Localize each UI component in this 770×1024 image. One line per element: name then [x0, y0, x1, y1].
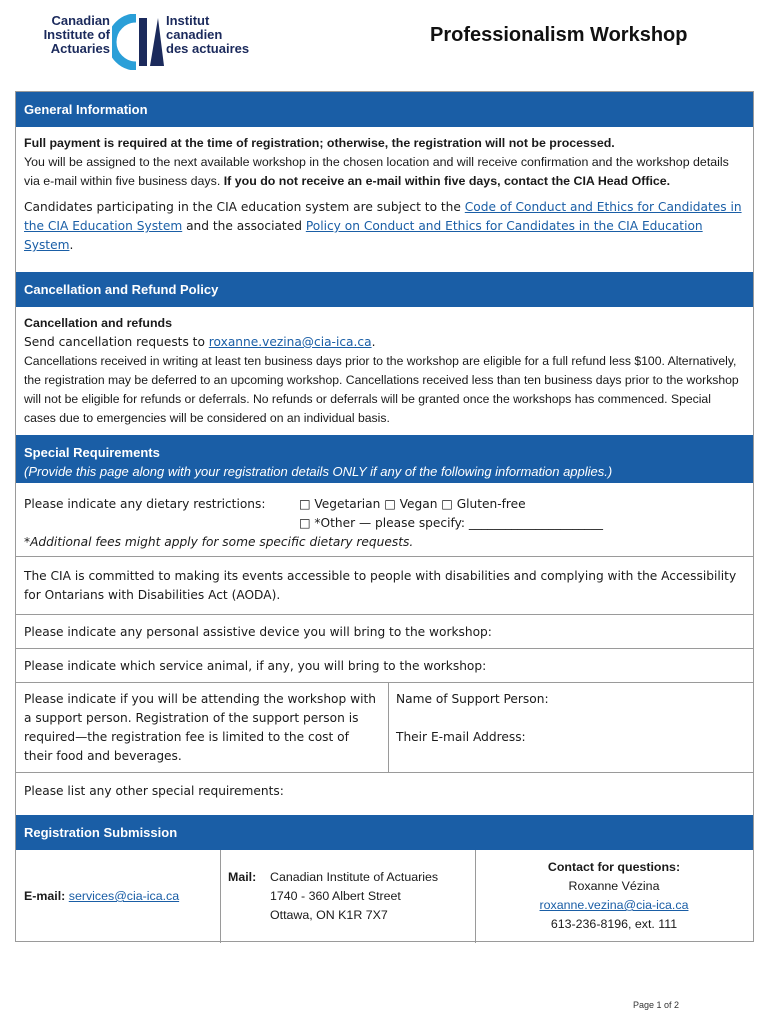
page-title: Professionalism Workshop: [430, 24, 688, 46]
general-info-content: Full payment is required at the time of registration; otherwise, the registration will not be processed. You will be assigned to the next available workshop in the chosen location and will receive confirmation and the workshop details via e-mail within five business days. If you do not receive an e-mail within five days, contact the CIA Head Office. Candidates participating in the CIA education system are subject to the Code of Conduct and Ethics for Candidates in the CIA Education System and the associated Policy on Conduct and Ethics for Candidates in the CIA Education System.: [24, 136, 742, 252]
section-header-general: General Information: [16, 92, 753, 127]
other-requirements-field[interactable]: Please list any other special requirements:: [24, 784, 284, 798]
submission-email: E-mail: services@cia-ica.ca: [24, 889, 180, 903]
logo-english: Canadian Institute of Actuaries: [43, 13, 110, 56]
cancellation-email-link[interactable]: roxanne.vezina@cia-ica.ca: [208, 335, 372, 349]
support-person-text: Please indicate if you will be attending the workshop with a support person. Registration of the support person is required—the registration fee is limited to the cost of their food and beverages.: [24, 692, 376, 763]
logo-french: Institut canadien des actuaires: [166, 13, 250, 56]
section-header-special: Special Requirements (Provide this page along with your registration details ONLY if any of the following information applies.): [16, 435, 753, 483]
dietary-label: Please indicate any dietary restrictions:: [24, 497, 266, 511]
dietary-options[interactable]: □ Vegetarian □ Vegan □ Gluten-free □ *Other — please specify: ______________________: [299, 497, 603, 530]
dietary-note: *Additional fees might apply for some specific dietary requests.: [24, 535, 414, 549]
cancellation-content: Cancellation and refunds Send cancellation requests to roxanne.vezina@cia-ica.ca. Cancellations received in writing at least ten business days prior to the workshop are eligible for a full refund less $100. Alternatively, the registration may be deferred to an upcoming workshop. Cancellations received less than ten business days prior to the workshop will not be eligible for refunds or deferrals. No refunds or deferrals will be granted once the workshops has commenced. Special cases due to emergencies will be considered on an individual basis.: [24, 316, 739, 425]
section-header-cancellation: Cancellation and Refund Policy: [16, 272, 753, 307]
contact-email-link[interactable]: roxanne.vezina@cia-ica.ca: [539, 898, 689, 912]
cia-emblem-icon: [112, 14, 164, 70]
support-person-email-field[interactable]: Their E-mail Address:: [396, 730, 526, 744]
services-email-link[interactable]: services@cia-ica.ca: [68, 889, 180, 903]
policy-on-conduct-link[interactable]: Policy on Conduct and Ethics for Candidates in the CIA Education System: [24, 219, 703, 252]
cia-logo: [38, 14, 268, 72]
aoda-statement: The CIA is committed to making its events accessible to people with disabilities and complying with the Accessibility for Ontarians with Disabilities Act (AODA).: [24, 569, 737, 602]
submission-contact: Contact for questions: Roxanne Vézina roxanne.vezina@cia-ica.ca 613-236-8196, ext. 111: [475, 858, 753, 934]
registration-form-table: [15, 91, 754, 942]
section-header-submission: Registration Submission: [16, 815, 753, 850]
service-animal-field[interactable]: Please indicate which service animal, if any, you will bring to the workshop:: [24, 659, 487, 673]
assistive-device-field[interactable]: Please indicate any personal assistive device you will bring to the workshop:: [24, 625, 492, 639]
page-number: Page 1 of 2: [633, 1000, 680, 1010]
submission-mail-address: Mail: Canadian Institute of Actuaries 1740 - 360 Albert Street Ottawa, ON K1R 7X7: [228, 870, 439, 922]
support-person-name-field[interactable]: Name of Support Person:: [396, 692, 549, 706]
code-of-conduct-link[interactable]: Code of Conduct and Ethics for Candidates in the CIA Education System: [24, 200, 742, 233]
